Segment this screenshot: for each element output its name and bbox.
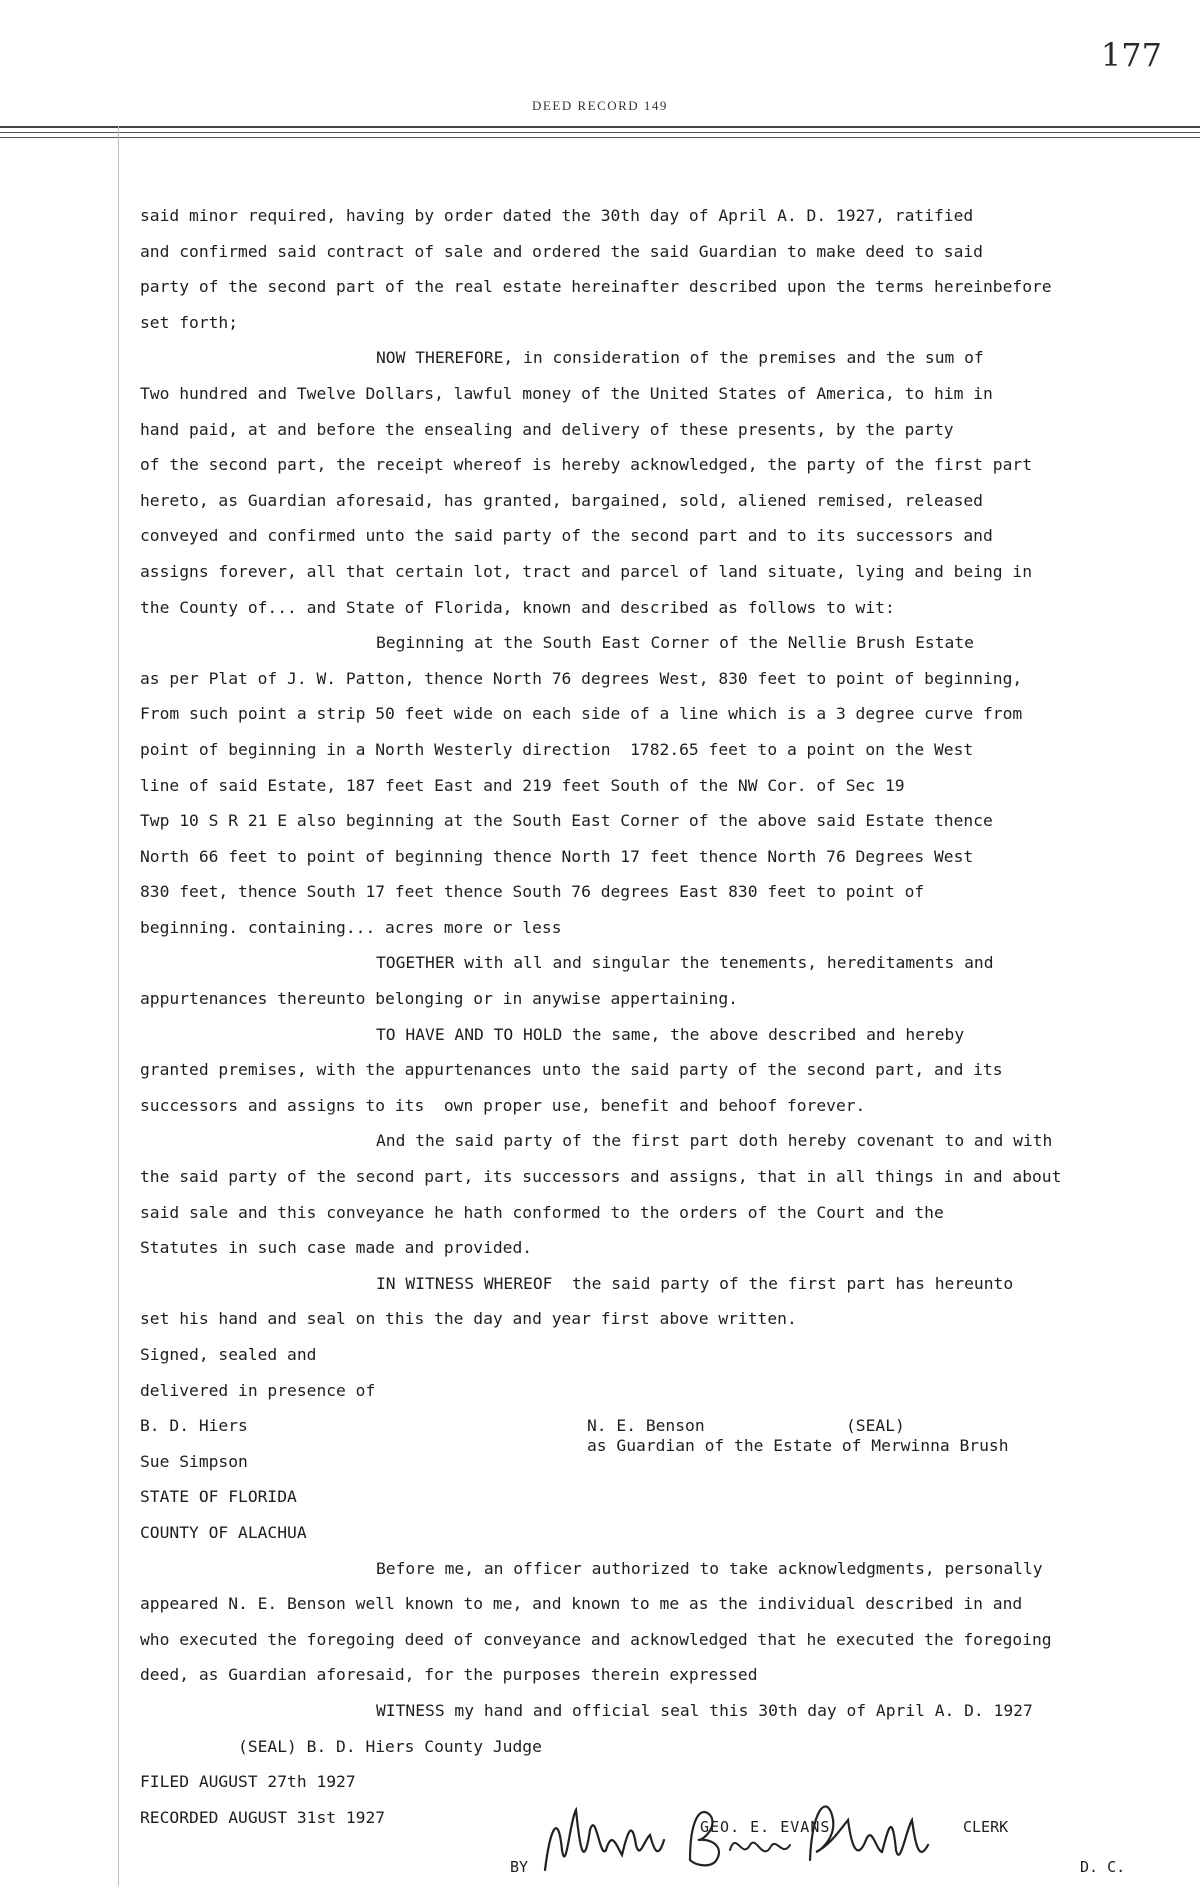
header-rule [0,137,1200,138]
deed-line: line of said Estate, 187 feet East and 219 feet South of the NW Cor. of Sec 19 [140,775,905,795]
deed-line: NOW THEREFORE, in consideration of the premises and the sum of [376,348,984,368]
deed-line: conveyed and confirmed unto the said party of the second part and to its successors and [140,526,993,546]
deed-line: and confirmed said contract of sale and ordered the said Guardian to make deed to said [140,241,983,261]
header-rule [0,132,1200,133]
deed-line: party of the second part of the real estate hereinafter described upon the terms hereinbefore [140,277,1052,297]
deed-line: the said party of the second part, its successors and assigns, that in all things in and about [140,1167,1062,1187]
deed-line: And the said party of the first part doth hereby covenant to and with [376,1131,1053,1151]
grantor-name: N. E. Benson [587,1416,705,1435]
record-book-title: DEED RECORD 149 [532,98,668,113]
deed-line: appurtenances thereunto belonging or in anywise appertaining. [140,989,738,1009]
seal-label: (SEAL) [846,1416,905,1435]
deed-line: Twp 10 S R 21 E also beginning at the South East Corner of the above said Estate thence [140,811,993,831]
deed-line: appeared N. E. Benson well known to me, and known to me as the individual described in and [140,1594,1023,1614]
deed-line: set forth; [140,312,239,332]
deed-line: North 66 feet to point of beginning thence North 17 feet thence North 76 Degrees West [140,846,974,866]
deed-line: 830 feet, thence South 17 feet thence South 76 degrees East 830 feet to point of [140,882,925,902]
deed-line: TO HAVE AND TO HOLD the same, the above described and hereby [376,1024,965,1044]
deed-line: said sale and this conveyance he hath conformed to the orders of the Court and the [140,1202,944,1222]
deed-line: set his hand and seal on this the day and year first above written. [140,1309,797,1329]
left-margin-line [118,126,119,1886]
deed-line: delivered in presence of [140,1380,376,1400]
deed-line: Sue Simpson [140,1451,248,1471]
deed-line: deed, as Guardian aforesaid, for the purposes therein expressed [140,1665,758,1685]
deed-body [140,198,1140,1835]
by-label: BY [510,1858,529,1876]
deed-line: assigns forever, all that certain lot, tract and parcel of land situate, lying and being in [140,561,1032,581]
deed-line: of the second part, the receipt whereof is hereby acknowledged, the party of the first part [140,455,1032,475]
clerk-title: CLERK [963,1818,1009,1836]
deed-line: the County of... and State of Florida, known and described as follows to wit: [140,597,895,617]
deed-line: successors and assigns to its own proper use, benefit and behoof forever. [140,1095,866,1115]
deed-line: (SEAL) B. D. Hiers County Judge [140,1736,542,1756]
deed-line: B. D. Hiers [140,1416,248,1436]
deed-line: said minor required, having by order dated the 30th day of April A. D. 1927, ratified [140,206,974,225]
deed-line: TOGETHER with all and singular the tenements, hereditaments and [376,953,994,973]
deed-line: RECORDED AUGUST 31st 1927 [140,1807,386,1827]
deed-line: as per Plat of J. W. Patton, thence North 76 degrees West, 830 feet to point of beginning, [140,668,1023,688]
deed-line: beginning. containing... acres more or less [140,917,562,937]
deed-line: hereto, as Guardian aforesaid, has granted, bargained, sold, aliened remised, released [140,490,983,510]
deed-line: STATE OF FLORIDA [140,1487,297,1507]
deed-line: who executed the foregoing deed of conveyance and acknowledged that he executed the foregoing [140,1629,1052,1649]
deed-line: From such point a strip 50 feet wide on each side of a line which is a 3 degree curve from [140,704,1023,724]
deed-line: Beginning at the South East Corner of the Nellie Brush Estate [376,633,974,653]
deed-line: Statutes in such case made and provided. [140,1238,533,1258]
deed-line: Before me, an officer authorized to take acknowledgments, personally [376,1558,1043,1578]
deed-line: Signed, sealed and [140,1345,317,1364]
deed-line: COUNTY OF ALACHUA [140,1522,307,1542]
deed-line: hand paid, at and before the ensealing and delivery of these presents, by the party [140,419,954,439]
grantor-role: as Guardian of the Estate of Merwinna Brush [587,1436,1009,1455]
deed-line: IN WITNESS WHEREOF the said party of the first part has hereunto [376,1273,1014,1293]
clerk-name: GEO. E. EVANS [700,1818,831,1836]
deed-line: WITNESS my hand and official seal this 30th day of April A. D. 1927 [376,1700,1033,1720]
deed-line: granted premises, with the appurtenances unto the said party of the second part, and its [140,1060,1003,1080]
page-number: 177 [1100,36,1162,74]
header-rule [0,126,1200,128]
deed-line: FILED AUGUST 27th 1927 [140,1772,356,1792]
deed-line: point of beginning in a North Westerly direction 1782.65 feet to a point on the West [140,739,974,759]
deed-line: Two hundred and Twelve Dollars, lawful money of the United States of America, to him in [140,383,993,403]
deputy-clerk-label: D. C. [1080,1858,1126,1876]
